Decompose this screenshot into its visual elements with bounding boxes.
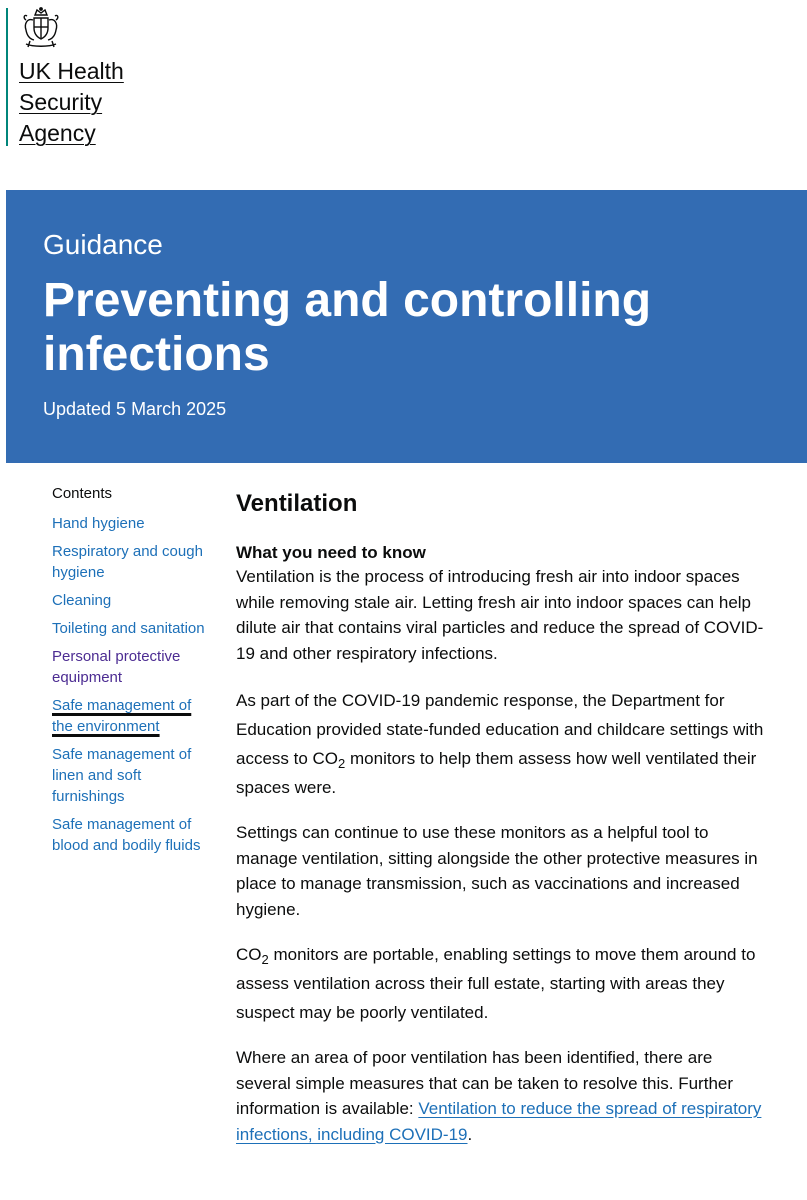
contents-link-safe-management-of-linen[interactable]: Safe management of linen and soft furnishings bbox=[52, 746, 192, 805]
paragraph bbox=[236, 940, 766, 1027]
royal-coat-of-arms-icon bbox=[18, 6, 64, 52]
section-heading: Ventilation bbox=[236, 490, 358, 517]
paragraph: Settings can continue to use these monitors as a helpful tool to manage ventilation, sitting alongside the other protective measures in place to manage transmission, such as vaccinations and increased hygiene. bbox=[236, 823, 758, 919]
document-type-label: Guidance bbox=[43, 229, 163, 260]
paragraph-text: . bbox=[467, 1124, 473, 1144]
organisation-name-line-2[interactable]: Security bbox=[19, 89, 103, 115]
paragraph bbox=[236, 1045, 766, 1147]
contents-item bbox=[52, 646, 212, 688]
organisation-name-line-3[interactable]: Agency bbox=[19, 120, 96, 146]
contents-link-respiratory-and-cough-hygiene[interactable]: Respiratory and cough hygiene bbox=[52, 543, 203, 581]
organisation-name-line-1[interactable]: UK Health bbox=[19, 58, 124, 84]
paragraph: Ventilation is the process of introducing fresh air into indoor spaces while removing stale air. Letting fresh air into indoor spaces can help dilute air that contains viral particles and reduce the spread of COVID-19 and other respiratory infections. bbox=[236, 567, 764, 663]
paragraph-text: Where an area of poor ventilation has been identified, there are several simple measures that can be taken to resolve this. Further information is available: bbox=[236, 1048, 734, 1118]
contents-link-cleaning[interactable]: Cleaning bbox=[52, 592, 112, 609]
contents-item bbox=[52, 618, 212, 639]
organisation-header bbox=[0, 0, 807, 190]
subscript: 2 bbox=[261, 952, 269, 967]
sub-heading: What you need to know bbox=[236, 543, 426, 562]
article-body bbox=[236, 488, 766, 1165]
contents-item bbox=[52, 541, 212, 583]
contents-link-safe-management-of-blood[interactable]: Safe management of blood and bodily fluids bbox=[52, 816, 201, 854]
paragraph-text: monitors to help them assess how well ventilated their spaces were. bbox=[236, 749, 757, 797]
contents-title: Contents bbox=[52, 485, 113, 502]
page-title: Preventing and controlling infections bbox=[43, 274, 652, 381]
contents-link-safe-management-of-the-environment[interactable]: Safe management of the environment bbox=[52, 697, 192, 735]
contents-link-personal-protective-equipment[interactable]: Personal protective equipment bbox=[52, 648, 181, 686]
ventilation-guidance-link[interactable]: Ventilation to reduce the spread of respiratory infections, including COVID-19 bbox=[236, 1099, 762, 1144]
updated-date: Updated 5 March 2025 bbox=[43, 399, 227, 419]
contents-item bbox=[52, 814, 212, 856]
contents-list bbox=[52, 513, 212, 856]
paragraph bbox=[236, 686, 766, 802]
subscript: 2 bbox=[338, 756, 346, 771]
organisation-name[interactable] bbox=[19, 56, 124, 149]
contents-item-current bbox=[52, 695, 212, 737]
organisation-brand-bar bbox=[6, 8, 8, 146]
contents-item bbox=[52, 590, 212, 611]
contents-link-hand-hygiene[interactable]: Hand hygiene bbox=[52, 515, 145, 532]
page-title-banner bbox=[6, 190, 807, 463]
contents-link-toileting-and-sanitation[interactable]: Toileting and sanitation bbox=[52, 620, 205, 637]
paragraph-text: CO bbox=[236, 945, 262, 964]
contents-item bbox=[52, 513, 212, 534]
paragraph-text: monitors are portable, enabling settings to move them around to assess ventilation across their full estate, starting with areas they suspect may be poorly ventilated. bbox=[236, 945, 756, 1022]
contents-item bbox=[52, 744, 212, 807]
contents-navigation bbox=[52, 484, 212, 863]
paragraph-text: As part of the COVID-19 pandemic response, the Department for Education provided state-funded education and childcare settings with access to CO bbox=[236, 691, 764, 768]
